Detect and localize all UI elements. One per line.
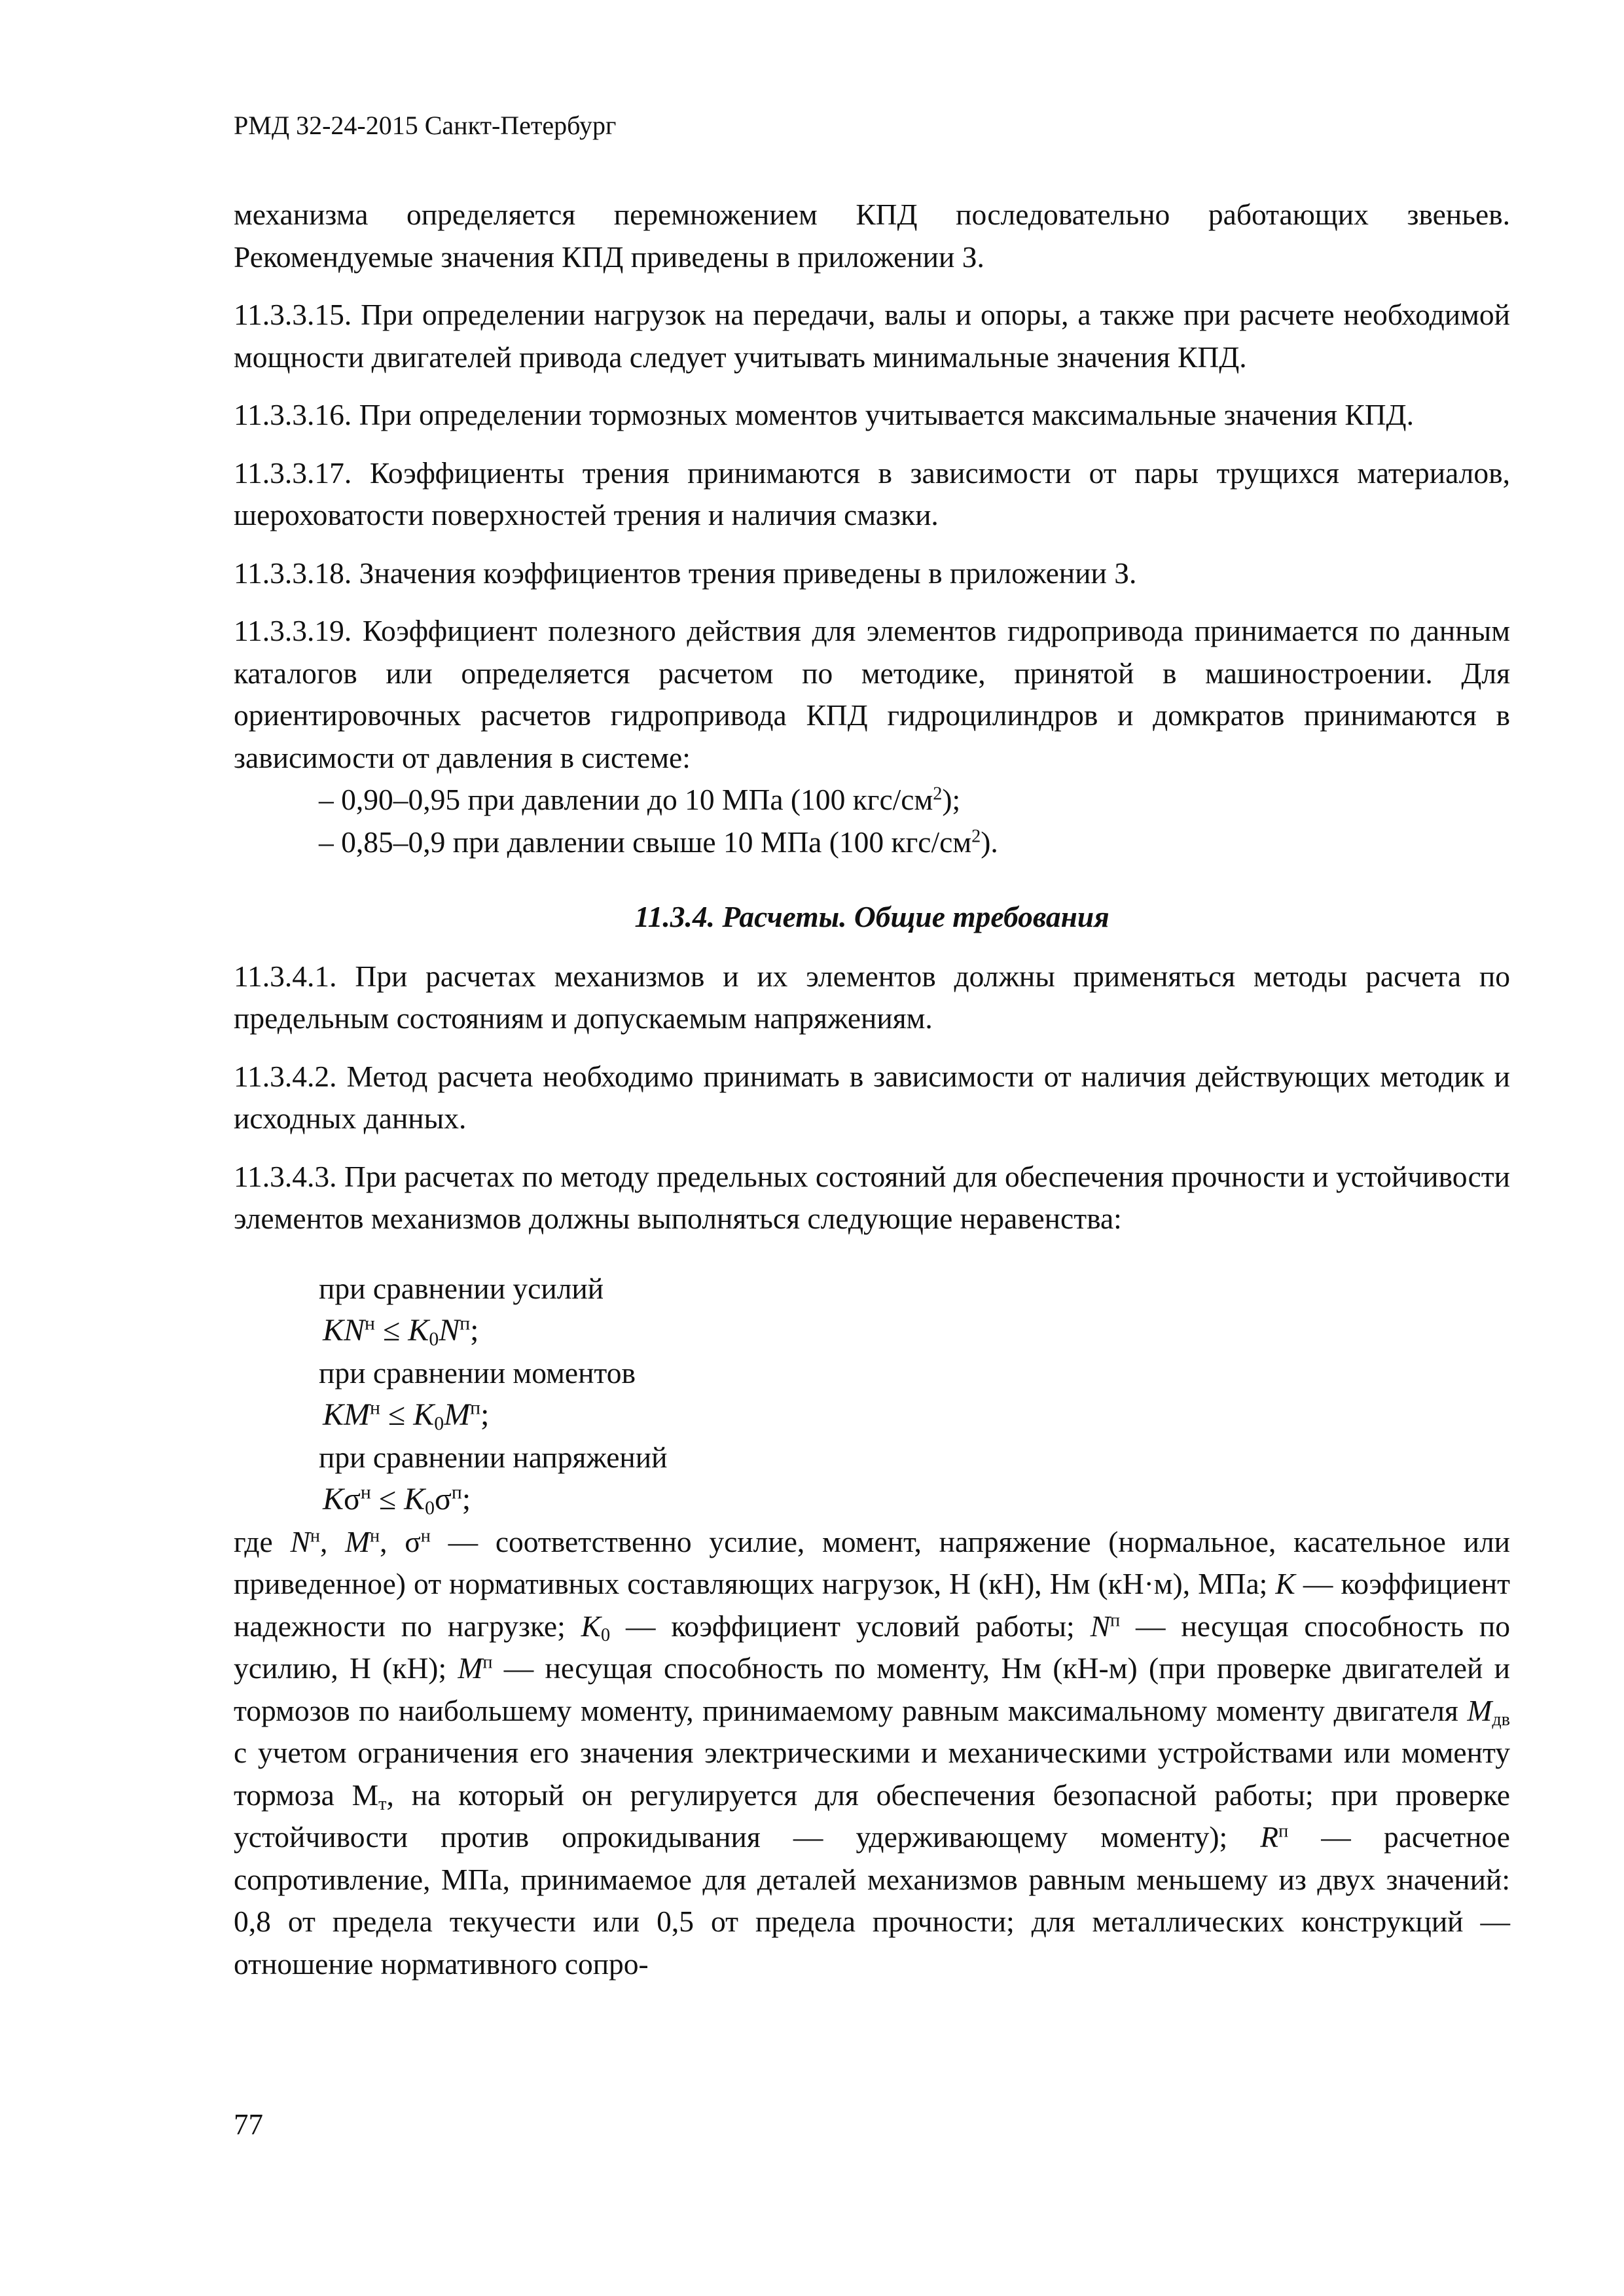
paragraph-11-3-3-18: 11.3.3.18. Значения коэффициентов трения приведены в приложении З. <box>234 556 1137 590</box>
paragraph-11-3-3-17: 11.3.3.17. Коэффициенты трения принимаются в зависимости от пары трущихся материалов, шероховатости поверхностей трения и наличия смазки. <box>234 456 1510 531</box>
paragraph-11-3-4-3: 11.3.4.3. При расчетах по методу предельных состояний для обеспечения прочности и устойчивости элементов механизмов должны выполняться следующие неравенства: <box>234 1159 1510 1235</box>
paragraph-11-3-4-2: 11.3.4.2. Метод расчета необходимо принимать в зависимости от наличия действующих методик и исходных данных. <box>234 1059 1510 1135</box>
running-header: РМД 32-24-2015 Санкт-Петербург <box>234 111 617 140</box>
formula-label-forces: при сравнении усилий <box>319 1271 604 1305</box>
definitions-paragraph: где $N^н$, $M^н$, $\sigma^н$ — соответственно усилие, момент, напряжение (нормальное, касательное или приведенное) от нормативных составляющих нагрузок, Н (кН), Нм (кН·м), МПа; K — коэффициент надежности по нагрузке; $K_0$ — коэффициент условий работы; $N^п$ — несущая способность по усилию, Н (кН); $M^п$ — несущая способность по моменту, Нм (кН-м) (при проверке двигателей и тормозов по наибольшему моменту, принимаемому равным максимальному моменту двигателя $M_{дв}$ с учетом ограничения его значения электрическими и механическими устройствами или моменту тормоза $М_т$, на который он регулируется для обеспечения безопасной работы; при проверке устойчивости против опрокидывания — удерживающему моменту); $R^п$ — расчетное сопротивление, МПа, принимаемое для деталей механизмов равным меньшему из двух значений: 0,8 от предела текучести или 0,5 от предела прочности; для металлических конструкций — отношение нормативного сопро- <box>234 1524 1510 1981</box>
list-item-pressure-low: – 0,90–0,95 при давлении до 10 МПа (100 кгс/$см^2$); <box>319 783 961 816</box>
paragraph-11-3-3-16: 11.3.3.16. При определении тормозных моментов учитывается максимальные значения КПД. <box>234 398 1414 431</box>
page-body <box>234 194 1510 1985</box>
paragraph: механизма определяется перемножением КПД последовательно работающих звеньев. Рекомендуемые значения КПД приведены в приложении З. <box>234 198 1510 274</box>
formula-label-stresses: при сравнении напряжений <box>319 1440 668 1474</box>
formula-forces: $KN^н \le K_0N^п$; <box>323 1312 479 1350</box>
formula-moments: $KM^н \le K_0M^п$; <box>323 1397 490 1435</box>
list-item-pressure-high: – 0,85–0,9 при давлении свыше 10 МПа (100 кгс/$см^2$). <box>319 825 998 859</box>
paragraph-11-3-4-1: 11.3.4.1. При расчетах механизмов и их элементов должны применяться методы расчета по предельным состояниям и допускаемым напряжениям. <box>234 959 1510 1035</box>
formula-stresses: $K\sigma^н \le K_0\sigma^п$; <box>323 1481 471 1519</box>
section-heading: 11.3.4. Расчеты. Общие требования <box>634 900 1110 933</box>
paragraph-11-3-3-19: 11.3.3.19. Коэффициент полезного действия для элементов гидропривода принимается по данным каталогов или определяется расчетом по методике, принятой в машиностроении. Для ориентировочных расчетов гидропривода КПД гидроцилиндров и домкратов принимаются в зависимости от давления в системе: <box>234 614 1510 774</box>
paragraph-11-3-3-15: 11.3.3.15. При определении нагрузок на передачи, валы и опоры, а также при расчете необходимой мощности двигателей привода следует учитывать минимальные значения КПД. <box>234 298 1510 374</box>
formula-label-moments: при сравнении моментов <box>319 1355 636 1390</box>
page-number: 77 <box>234 2108 263 2141</box>
formula-block <box>234 1268 1510 1521</box>
